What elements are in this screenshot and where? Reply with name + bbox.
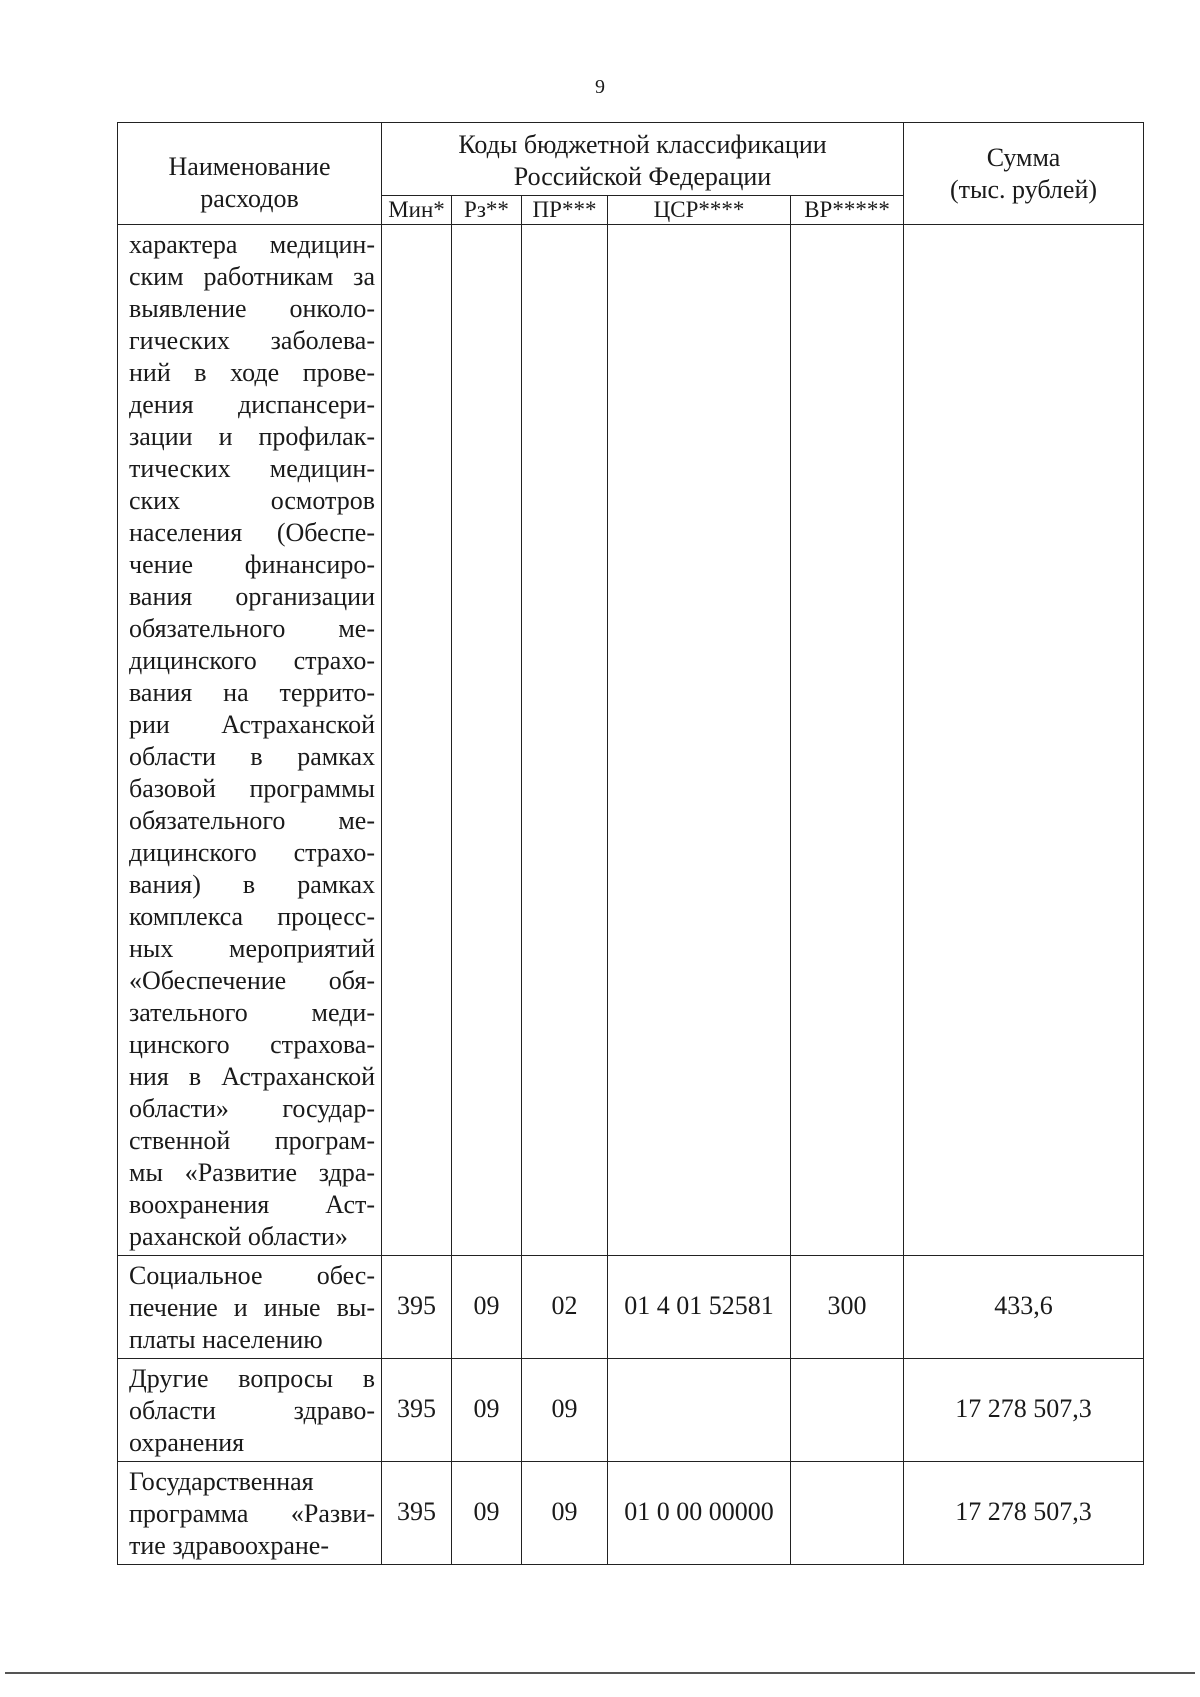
description-line: охранения xyxy=(129,1428,245,1457)
cell-pr xyxy=(522,1256,608,1359)
cell-sum xyxy=(904,225,1144,1256)
cell-sum xyxy=(904,1462,1144,1565)
description-line: выявление онколо- xyxy=(129,294,375,323)
description-line: вания) в рамках xyxy=(129,870,375,899)
description-line: комплекса процесс- xyxy=(129,902,375,931)
description-line: зательного меди- xyxy=(129,998,375,1027)
table-row xyxy=(118,1462,1144,1565)
cell-rz xyxy=(452,1256,522,1359)
cell-vr xyxy=(791,1462,904,1565)
cell-min xyxy=(382,1462,452,1565)
header-name xyxy=(118,123,382,225)
cell-vr xyxy=(791,1256,904,1359)
description-line: населения (Обеспе- xyxy=(129,518,375,547)
row-description xyxy=(118,1462,382,1565)
description-line: дицинского страхо- xyxy=(129,838,375,867)
header-pr: ПР*** xyxy=(522,196,608,225)
header-codes xyxy=(382,123,904,196)
description-line: цинского страхова- xyxy=(129,1030,375,1059)
description-line: печение и иные вы- xyxy=(129,1293,375,1322)
header-vr: ВР***** xyxy=(791,196,904,225)
cell-csr-value: 01 0 00 00000 xyxy=(624,1497,774,1526)
cell-pr-value: 09 xyxy=(551,1497,578,1526)
cell-sum xyxy=(904,1256,1144,1359)
description-line: Государственная xyxy=(129,1467,314,1496)
description-line: ским работникам за xyxy=(129,262,375,291)
cell-csr-value: 01 4 01 52581 xyxy=(624,1291,774,1320)
cell-min xyxy=(382,1359,452,1462)
cell-rz xyxy=(452,225,522,1256)
cell-rz-value: 09 xyxy=(473,1291,500,1320)
description-line: зации и профилак- xyxy=(129,422,375,451)
description-line: ских осмотров xyxy=(129,486,375,515)
cell-vr-value xyxy=(791,1359,903,1393)
cell-min-value: 395 xyxy=(397,1394,436,1423)
cell-pr xyxy=(522,1359,608,1462)
budget-table xyxy=(117,122,1144,1565)
cell-pr xyxy=(522,1462,608,1565)
cell-vr xyxy=(791,1359,904,1462)
description-line: характера медицин- xyxy=(129,230,375,259)
cell-csr xyxy=(608,1462,791,1565)
description-line: раханской области» xyxy=(129,1222,348,1251)
description-line: ния в Астраханской xyxy=(129,1062,375,1091)
description-line: тических медицин- xyxy=(129,454,375,483)
header-row-1 xyxy=(118,123,1144,196)
table-body xyxy=(118,225,1144,1565)
cell-rz xyxy=(452,1359,522,1462)
cell-min xyxy=(382,225,452,1256)
cell-sum-value: 433,6 xyxy=(994,1291,1053,1320)
header-codes-line1: Коды бюджетной классификации xyxy=(458,130,827,159)
cell-csr xyxy=(608,1359,791,1462)
row-description xyxy=(118,225,382,1256)
row-description xyxy=(118,1256,382,1359)
description-line: базовой программы xyxy=(129,774,375,803)
description-line: ственной програм- xyxy=(129,1126,375,1155)
cell-vr xyxy=(791,225,904,1256)
cell-vr-value: 300 xyxy=(827,1291,867,1320)
scan-edge-line xyxy=(5,1672,1195,1674)
cell-rz-value: 09 xyxy=(473,1394,500,1423)
table-row xyxy=(118,1256,1144,1359)
cell-vr-value xyxy=(791,1462,903,1496)
cell-sum-value: 17 278 507,3 xyxy=(955,1394,1092,1423)
cell-rz xyxy=(452,1462,522,1565)
cell-csr xyxy=(608,225,791,1256)
cell-pr-value: 02 xyxy=(551,1291,578,1320)
cell-rz-value: 09 xyxy=(473,1497,500,1526)
description-line: программа «Разви- xyxy=(129,1499,375,1528)
header-name-label: Наименование расходов xyxy=(168,151,331,213)
table-row xyxy=(118,1359,1144,1462)
description-line: тие здравоохране- xyxy=(129,1531,329,1560)
cell-pr-value: 09 xyxy=(551,1394,578,1423)
cell-sum-value: 17 278 507,3 xyxy=(955,1497,1092,1526)
cell-min-value: 395 xyxy=(397,1497,436,1526)
description-line: ний в ходе прове- xyxy=(129,358,375,387)
header-codes-line2: Российской Федерации xyxy=(513,162,772,191)
description-line: обязательного ме- xyxy=(129,806,375,835)
description-line: платы населению xyxy=(129,1325,323,1354)
description-line: области в рамках xyxy=(129,742,375,771)
table-row xyxy=(118,225,1144,1256)
header-rz: Рз** xyxy=(452,196,522,225)
description-line: Другие вопросы в xyxy=(129,1364,375,1393)
description-line: Социальное обес- xyxy=(129,1261,375,1290)
cell-csr-value xyxy=(608,1359,790,1393)
description-line: чение финансиро- xyxy=(129,550,375,579)
header-sum-line2: (тыс. рублей) xyxy=(950,174,1098,204)
description-line: ных мероприятий xyxy=(129,934,375,963)
cell-sum xyxy=(904,1359,1144,1462)
header-sum xyxy=(904,123,1144,225)
description-line: гических заболева- xyxy=(129,326,375,355)
description-line: дицинского страхо- xyxy=(129,646,375,675)
cell-min xyxy=(382,1256,452,1359)
description-line: воохранения Аст- xyxy=(129,1190,375,1219)
header-min: Мин* xyxy=(382,196,452,225)
cell-min-value: 395 xyxy=(397,1291,436,1320)
description-line: вания на террито- xyxy=(129,678,375,707)
cell-csr xyxy=(608,1256,791,1359)
header-sum-line1: Сумма xyxy=(986,142,1061,172)
description-line: вания организации xyxy=(129,582,375,611)
description-line: рии Астраханской xyxy=(129,710,375,739)
description-line: дения диспансери- xyxy=(129,390,375,419)
header-csr: ЦСР**** xyxy=(608,196,791,225)
page-number: 9 xyxy=(595,76,605,98)
cell-pr xyxy=(522,225,608,1256)
description-line: области здраво- xyxy=(129,1396,375,1425)
description-line: области» государ- xyxy=(129,1094,375,1123)
description-line: мы «Развитие здра- xyxy=(129,1158,375,1187)
description-line: обязательного ме- xyxy=(129,614,375,643)
description-line: «Обеспечение обя- xyxy=(129,966,375,995)
row-description xyxy=(118,1359,382,1462)
